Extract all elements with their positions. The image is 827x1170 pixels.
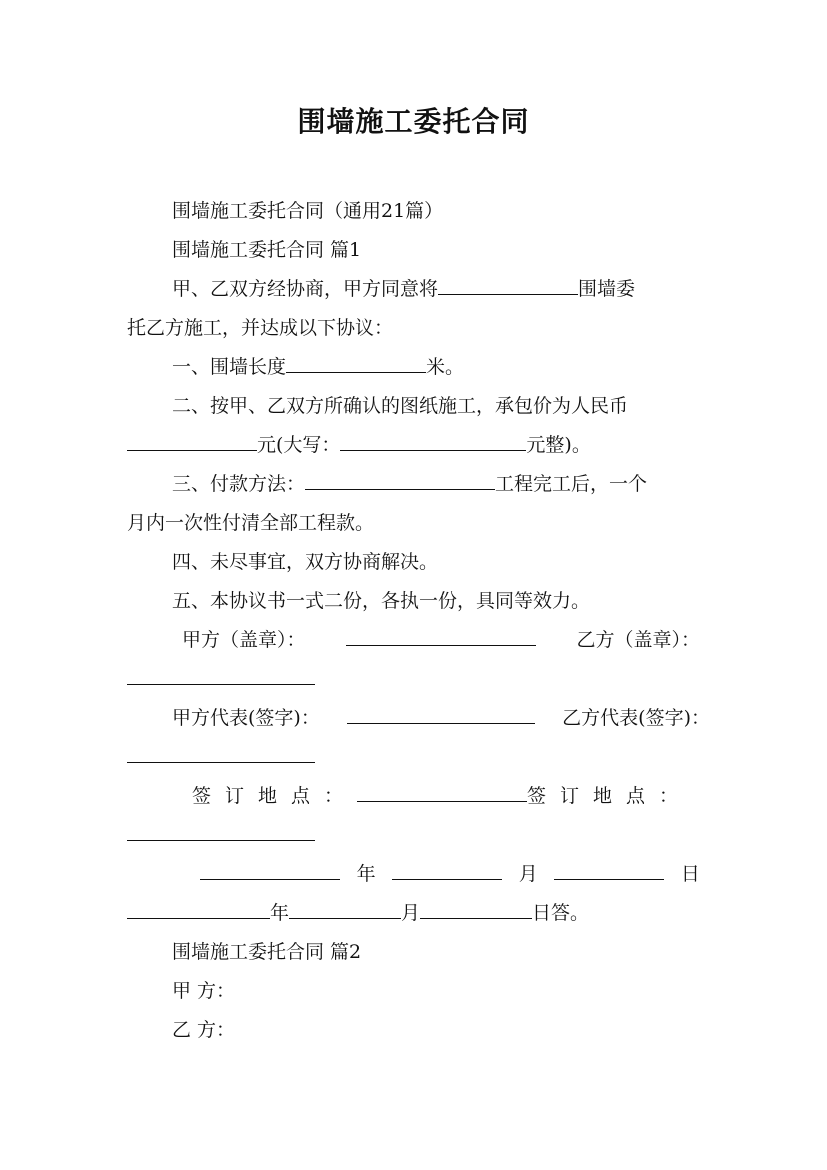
date-line-continued: 年 月 日答。	[127, 901, 589, 925]
blank-party-a-signature	[347, 707, 535, 724]
party-a-label: 甲 方：	[172, 980, 236, 1002]
blank-month-b	[289, 902, 401, 919]
blank-party-a-place	[357, 785, 527, 802]
clause-2-line1: 二、按甲、乙双方所确认的图纸施工，承包价为人民币	[172, 395, 629, 417]
blank-month-a	[392, 863, 502, 880]
blank-wall-length	[286, 356, 426, 373]
seal-line: 甲方（盖章）： 乙方（盖章）：	[182, 629, 700, 651]
blank-party-b-seal	[127, 668, 315, 685]
blank-project-name	[438, 278, 578, 295]
clause-4: 四、未尽事宜，双方协商解决。	[172, 551, 439, 573]
representative-line: 甲方代表(签字)： 乙方代表(签字)：	[172, 707, 710, 729]
seal-line-continued	[127, 667, 315, 691]
clause-1: 一、围墙长度 米。	[172, 356, 465, 378]
date-line: 年 月 日	[200, 862, 700, 886]
clause-3-line2: 月内一次性付清全部工程款。	[127, 512, 375, 534]
blank-party-b-place	[127, 824, 315, 841]
blank-day-a	[554, 863, 664, 880]
part1-heading: 围墙施工委托合同 篇1	[172, 239, 362, 261]
clause-5: 五、本协议书一式二份，各执一份，具同等效力。	[172, 590, 591, 612]
document-title: 围墙施工委托合同	[297, 105, 530, 138]
document-subtitle: 围墙施工委托合同（通用21篇）	[172, 200, 444, 222]
paragraph-intro-line2: 托乙方施工，并达成以下协议：	[127, 317, 394, 339]
blank-party-a-seal	[346, 629, 536, 646]
clause-2-line2: 元(大写： 元整)。	[127, 433, 591, 457]
blank-price-words	[340, 434, 526, 451]
signing-place-line: 签订地点： 签订地点：	[192, 785, 692, 807]
blank-party-b-signature	[127, 746, 315, 763]
clause-3-line1: 三、付款方法： 工程完工后，一个	[172, 473, 648, 495]
representative-line-continued	[127, 745, 315, 769]
signing-place-line-continued	[127, 823, 315, 847]
blank-year-b	[127, 902, 270, 919]
blank-year-a	[200, 863, 340, 880]
party-b-label: 乙 方：	[172, 1019, 236, 1041]
blank-price-number	[127, 434, 257, 451]
paragraph-intro-line1: 甲、乙双方经协商，甲方同意将 围墙委	[172, 278, 636, 300]
part2-heading: 围墙施工委托合同 篇2	[172, 941, 362, 963]
blank-payment-method	[305, 473, 495, 490]
blank-day-b	[420, 902, 532, 919]
